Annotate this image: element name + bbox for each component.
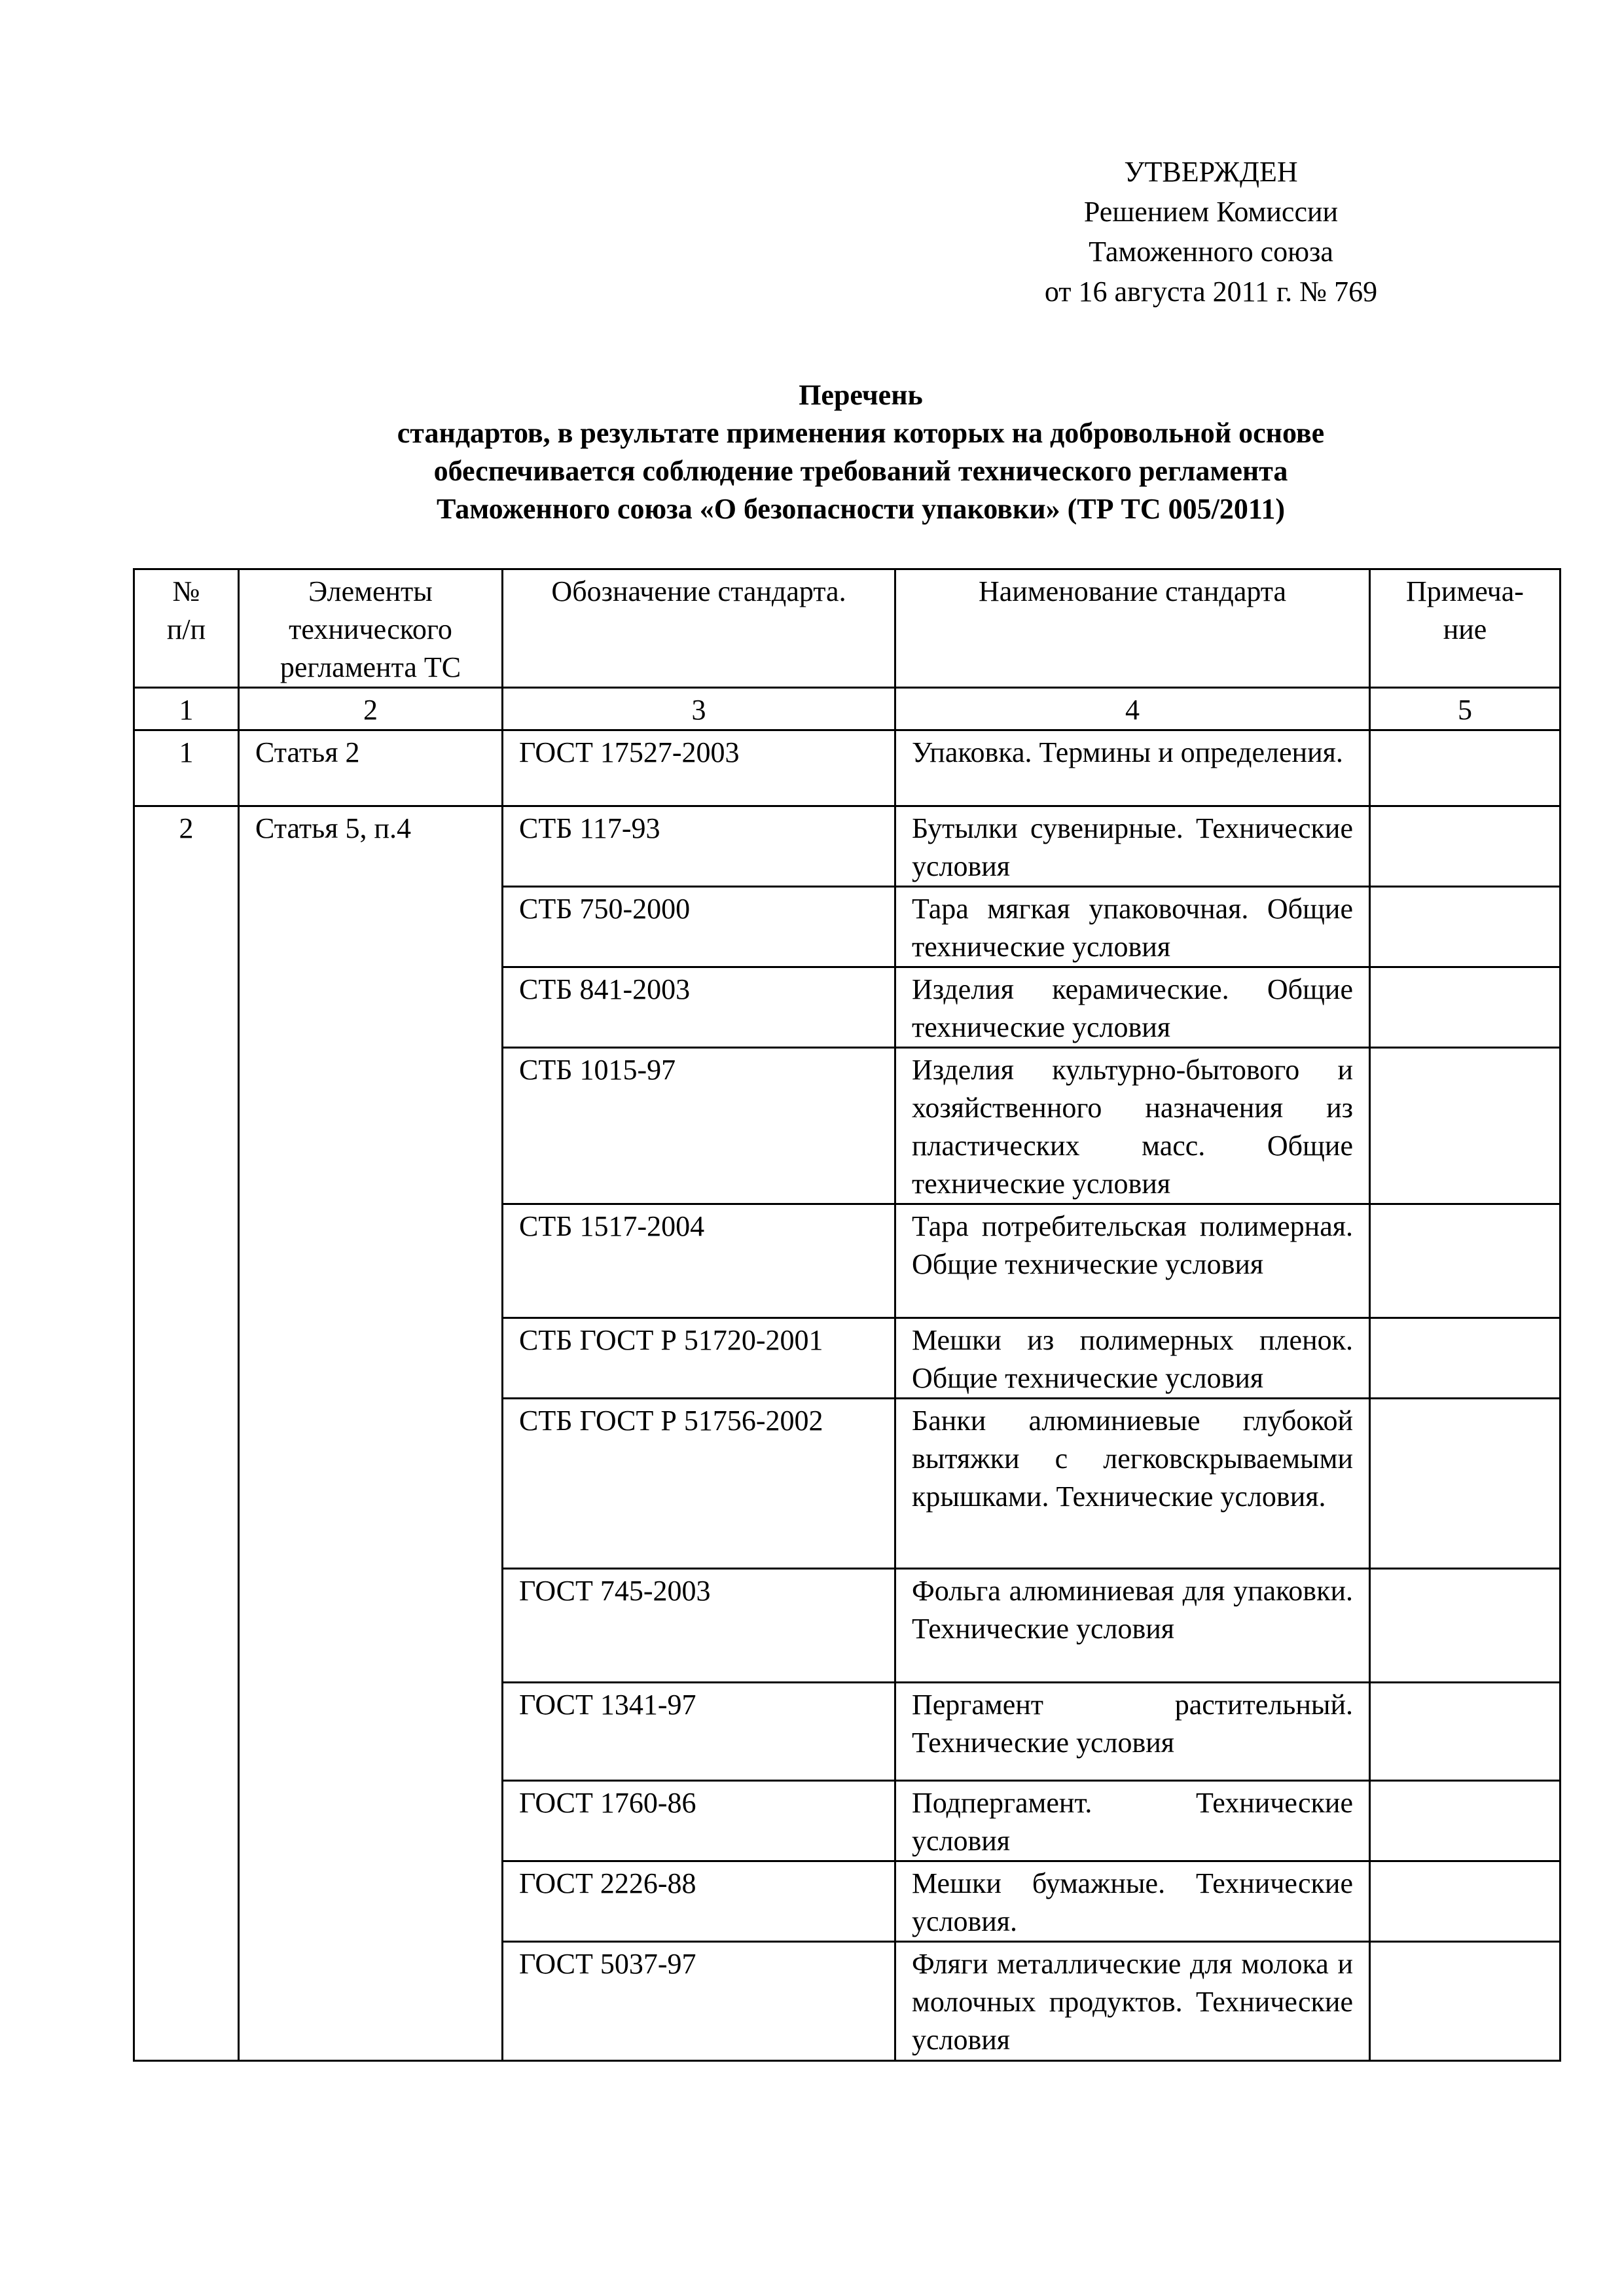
standard-code: СТБ 117-93 — [503, 806, 895, 887]
standard-code: ГОСТ 2226-88 — [503, 1861, 895, 1942]
header-note-line-2: ние — [1443, 613, 1487, 645]
standard-code: ГОСТ 5037-97 — [503, 1942, 895, 2061]
standard-note — [1370, 1048, 1561, 1204]
header-standard-code: Обозначение стандарта. — [503, 569, 895, 688]
standard-name: Фольга алюминиевая для упаковки. Технические условия — [895, 1569, 1370, 1683]
header-standard-name: Наименование стандарта — [895, 569, 1370, 688]
standard-note — [1370, 1204, 1561, 1318]
standard-code: СТБ 1517-2004 — [503, 1204, 895, 1318]
standard-name: Фляги металлические для молока и молочных продуктов. Технические условия — [895, 1942, 1370, 2061]
header-note-line-1: Примеча- — [1406, 575, 1524, 607]
standard-name: Изделия керамические. Общие технические условия — [895, 967, 1370, 1048]
approval-authority: Решением Комиссии — [1083, 196, 1339, 228]
standard-name: Подпергамент. Технические условия — [895, 1781, 1370, 1861]
standard-name: Изделия культурно-бытового и хозяйственного назначения из пластических масс. Общие технические условия — [895, 1048, 1370, 1204]
standard-note — [1370, 1861, 1561, 1942]
column-number: 3 — [503, 688, 895, 730]
standard-name: Пергамент растительный. Технические условия — [895, 1683, 1370, 1781]
header-elements — [239, 569, 503, 688]
standard-name: Бутылки сувенирные. Технические условия — [895, 806, 1370, 887]
standard-note — [1370, 1569, 1561, 1683]
row-number: 2 — [134, 806, 239, 2061]
title-line-3: обеспечивается соблюдение требований технического регламента — [433, 455, 1288, 487]
standard-code: СТБ ГОСТ Р 51720-2001 — [503, 1318, 895, 1399]
column-number: 1 — [134, 688, 239, 730]
standard-note — [1370, 730, 1561, 806]
row-number: 1 — [134, 730, 239, 806]
table-row — [134, 730, 1561, 806]
standard-note — [1370, 1683, 1561, 1781]
standard-code: СТБ ГОСТ Р 51756-2002 — [503, 1399, 895, 1569]
header-elements-line-2: технического — [289, 613, 452, 645]
standard-name: Банки алюминиевые глубокой вытяжки с легковскрываемыми крышками. Технические условия. — [895, 1399, 1370, 1569]
header-note — [1370, 569, 1561, 688]
standard-code: ГОСТ 17527-2003 — [503, 730, 895, 806]
standard-note — [1370, 887, 1561, 967]
standard-code: СТБ 1015-97 — [503, 1048, 895, 1204]
standard-code: СТБ 750-2000 — [503, 887, 895, 967]
table-body — [134, 569, 1561, 2061]
approval-organization: Таможенного союза — [1089, 236, 1333, 268]
standard-note — [1370, 1942, 1561, 2061]
standard-note — [1370, 1399, 1561, 1569]
title-line-2: стандартов, в результате применения которых на добровольной основе — [397, 417, 1325, 449]
title-line-1: Перечень — [799, 379, 923, 411]
standard-code: ГОСТ 745-2003 — [503, 1569, 895, 1683]
standard-name: Тара потребительская полимерная. Общие технические условия — [895, 1204, 1370, 1318]
standard-note — [1370, 967, 1561, 1048]
standards-table — [133, 568, 1561, 2062]
standard-code: ГОСТ 1760-86 — [503, 1781, 895, 1861]
title-line-4: Таможенного союза «О безопасности упаковки» (ТР ТС 005/2011) — [436, 493, 1286, 525]
column-number: 5 — [1370, 688, 1561, 730]
approval-stamp — [943, 152, 1479, 312]
standard-name: Тара мягкая упаковочная. Общие технические условия — [895, 887, 1370, 967]
approval-date: от 16 августа 2011 г. № 769 — [1044, 276, 1378, 308]
standard-name: Мешки из полимерных пленок. Общие технические условия — [895, 1318, 1370, 1399]
header-number-line-2: п/п — [166, 613, 206, 645]
table-row — [134, 806, 1561, 887]
standard-note — [1370, 1781, 1561, 1861]
document-title — [134, 376, 1587, 528]
regulation-element: Статья 5, п.4 — [239, 806, 503, 2061]
column-numbers-row — [134, 688, 1561, 730]
header-elements-line-3: регламента ТС — [280, 651, 461, 683]
table-header-row — [134, 569, 1561, 688]
header-number — [134, 569, 239, 688]
column-number: 2 — [239, 688, 503, 730]
standard-name: Мешки бумажные. Технические условия. — [895, 1861, 1370, 1942]
standard-note — [1370, 1318, 1561, 1399]
standard-code: СТБ 841-2003 — [503, 967, 895, 1048]
header-elements-line-1: Элементы — [308, 575, 433, 607]
standard-name: Упаковка. Термины и определения. — [895, 730, 1370, 806]
approval-heading: УТВЕРЖДЕН — [1124, 156, 1298, 188]
regulation-element: Статья 2 — [239, 730, 503, 806]
standard-note — [1370, 806, 1561, 887]
header-number-line-1: № — [172, 575, 200, 607]
column-number: 4 — [895, 688, 1370, 730]
standard-code: ГОСТ 1341-97 — [503, 1683, 895, 1781]
